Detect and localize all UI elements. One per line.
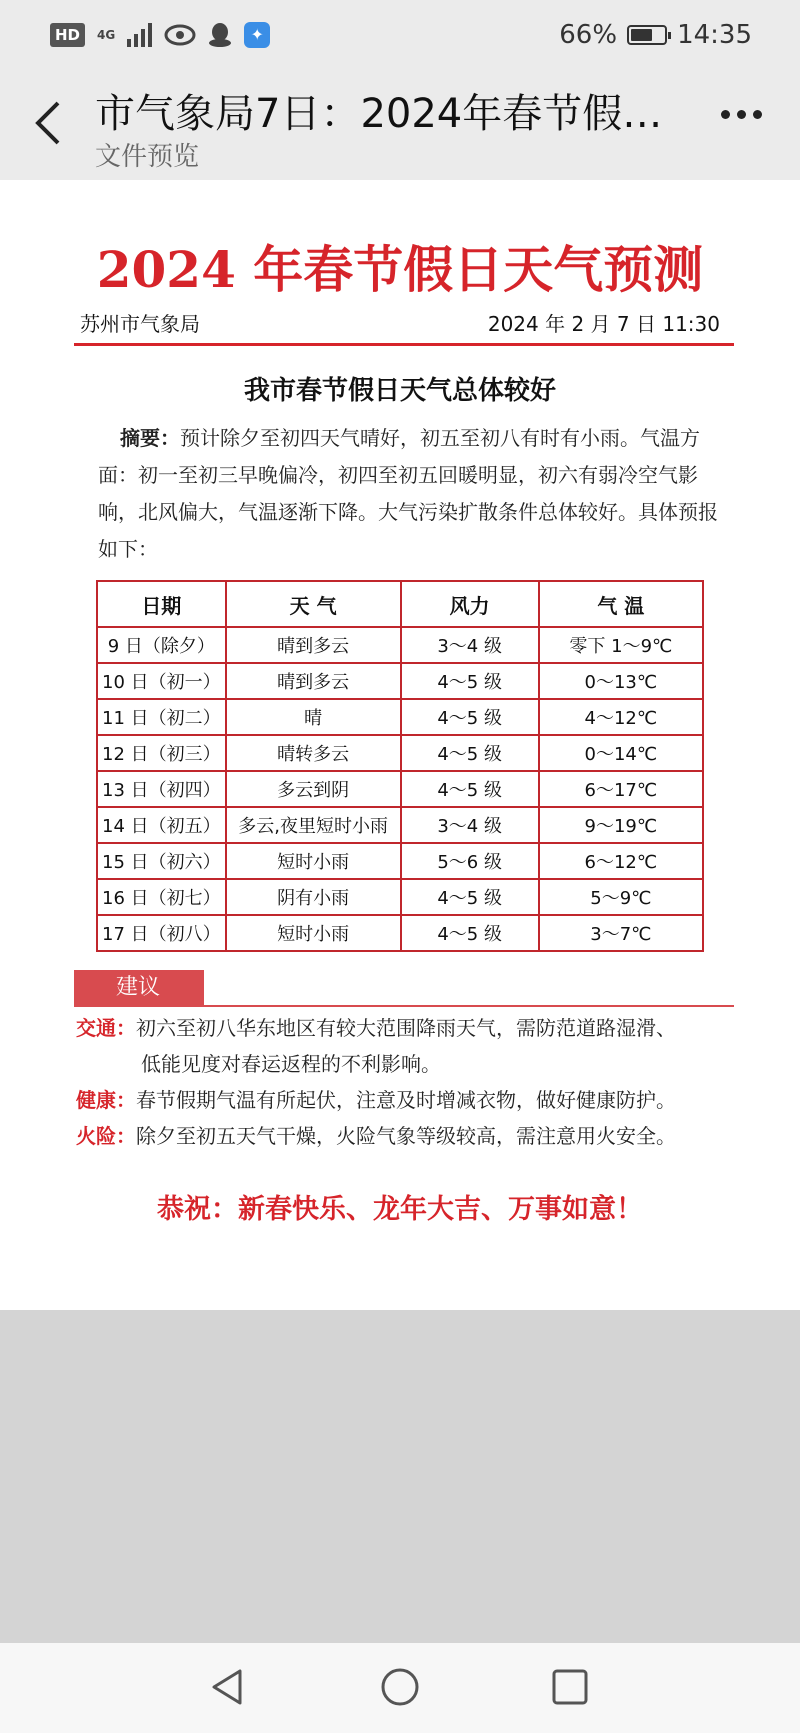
- cell-weather: 晴: [226, 699, 401, 735]
- title-divider: [74, 343, 734, 346]
- cell-weather: 短时小雨: [226, 843, 401, 879]
- navigation-bar: [0, 1643, 800, 1733]
- advice-text: 春节假期气温有所起伏，注意及时增减衣物，做好健康防护。: [136, 1088, 676, 1112]
- document-subtitle: 我市春节假日天气总体较好: [243, 376, 556, 406]
- advice-text-continued: 低能见度对春运返程的不利影响。: [141, 1052, 441, 1076]
- greeting: 恭祝：新春快乐、龙年大吉、万事如意！: [157, 1194, 643, 1225]
- table-row: [97, 807, 703, 843]
- back-arrow-icon[interactable]: [28, 98, 68, 148]
- table-row: [97, 879, 703, 915]
- app-bar: [0, 70, 800, 180]
- hd-badge: HD: [50, 23, 85, 47]
- cell-weather: 短时小雨: [226, 915, 401, 951]
- cell-date: 17 日（初八）: [97, 915, 226, 951]
- cell-temperature: 0～13℃: [539, 663, 703, 699]
- recents-nav-icon[interactable]: [548, 1665, 592, 1709]
- network-type: 4G: [97, 28, 116, 42]
- cell-wind: 4～5 级: [401, 663, 539, 699]
- publisher: 苏州市气象局: [80, 312, 200, 336]
- cell-wind: 4～5 级: [401, 699, 539, 735]
- cell-temperature: 4～12℃: [539, 699, 703, 735]
- cell-temperature: 3～7℃: [539, 915, 703, 951]
- status-bar: [0, 0, 800, 70]
- advice-heading: 建议: [74, 970, 204, 1006]
- back-nav-icon[interactable]: [206, 1665, 250, 1709]
- clock: 14:35: [677, 20, 752, 50]
- advice-traffic: [76, 1010, 736, 1082]
- forecast-table: [96, 580, 704, 952]
- qq-icon: [208, 22, 232, 48]
- advice-text: 除夕至初五天气干燥，火险气象等级较高，需注意用火安全。: [136, 1124, 676, 1148]
- header-date: 日期: [97, 581, 226, 627]
- advice-text: 初六至初八华东地区有较大范围降雨天气，需防范道路湿滑、: [136, 1016, 676, 1040]
- signal-icon: [127, 23, 152, 47]
- home-nav-icon[interactable]: [378, 1665, 422, 1709]
- table-header-row: [97, 581, 703, 627]
- status-right: [559, 20, 752, 50]
- advice-fire: [76, 1118, 736, 1154]
- summary-paragraph: [98, 420, 734, 568]
- summary-label: 摘要：: [120, 426, 180, 450]
- cell-wind: 4～5 级: [401, 771, 539, 807]
- cell-weather: 阴有小雨: [226, 879, 401, 915]
- cell-weather: 晴到多云: [226, 627, 401, 663]
- app-icon: ✦: [244, 22, 270, 48]
- cell-date: 16 日（初七）: [97, 879, 226, 915]
- header-weather: 天 气: [226, 581, 401, 627]
- cell-weather: 晴转多云: [226, 735, 401, 771]
- cell-temperature: 6～12℃: [539, 843, 703, 879]
- table-row: [97, 843, 703, 879]
- status-left: [50, 22, 270, 48]
- header-temperature: 气 温: [539, 581, 703, 627]
- advice-tag: 火险：: [76, 1124, 136, 1148]
- page-subtitle: 文件预览: [95, 142, 200, 172]
- cell-wind: 3～4 级: [401, 627, 539, 663]
- more-options-icon[interactable]: [721, 110, 762, 119]
- cell-temperature: 0～14℃: [539, 735, 703, 771]
- page-title: 市气象局7日：2024年春节假…: [95, 91, 663, 137]
- cell-date: 14 日（初五）: [97, 807, 226, 843]
- cell-temperature: 6～17℃: [539, 771, 703, 807]
- cell-wind: 5～6 级: [401, 843, 539, 879]
- cell-date: 11 日（初二）: [97, 699, 226, 735]
- table-row: [97, 771, 703, 807]
- cell-wind: 4～5 级: [401, 915, 539, 951]
- cell-wind: 4～5 级: [401, 735, 539, 771]
- table-row: [97, 663, 703, 699]
- empty-area: [0, 1310, 800, 1643]
- advice-health: [76, 1082, 736, 1118]
- battery-icon: [627, 25, 667, 45]
- cell-date: 10 日（初一）: [97, 663, 226, 699]
- cell-weather: 多云到阴: [226, 771, 401, 807]
- advice-tag: 交通：: [76, 1016, 136, 1040]
- advice-divider: [74, 1005, 734, 1007]
- document-title: 2024 年春节假日天气预测: [96, 240, 704, 299]
- table-row: [97, 735, 703, 771]
- battery-fill: [631, 29, 652, 41]
- document-preview[interactable]: [0, 180, 800, 1310]
- table-row: [97, 627, 703, 663]
- cell-date: 15 日（初六）: [97, 843, 226, 879]
- cell-temperature: 零下 1～9℃: [539, 627, 703, 663]
- cell-wind: 4～5 级: [401, 879, 539, 915]
- cell-wind: 3～4 级: [401, 807, 539, 843]
- cell-date: 9 日（除夕）: [97, 627, 226, 663]
- cell-temperature: 5～9℃: [539, 879, 703, 915]
- publish-datetime: 2024 年 2 月 7 日 11:30: [487, 312, 720, 336]
- header-wind: 风力: [401, 581, 539, 627]
- cell-date: 13 日（初四）: [97, 771, 226, 807]
- eye-icon: [164, 24, 196, 46]
- advice-tag: 健康：: [76, 1088, 136, 1112]
- cell-weather: 晴到多云: [226, 663, 401, 699]
- cell-date: 12 日（初三）: [97, 735, 226, 771]
- table-row: [97, 915, 703, 951]
- battery-percent: 66%: [559, 20, 618, 50]
- cell-weather: 多云,夜里短时小雨: [226, 807, 401, 843]
- table-row: [97, 699, 703, 735]
- summary-text: 预计除夕至初四天气晴好，初五至初八有时有小雨。气温方面：初一至初三早晚偏冷，初四至初五回暖明显，初六有弱冷空气影响，北风偏大，气温逐渐下降。大气污染扩散条件总体较好。具体预报如下：: [98, 426, 718, 561]
- cell-temperature: 9～19℃: [539, 807, 703, 843]
